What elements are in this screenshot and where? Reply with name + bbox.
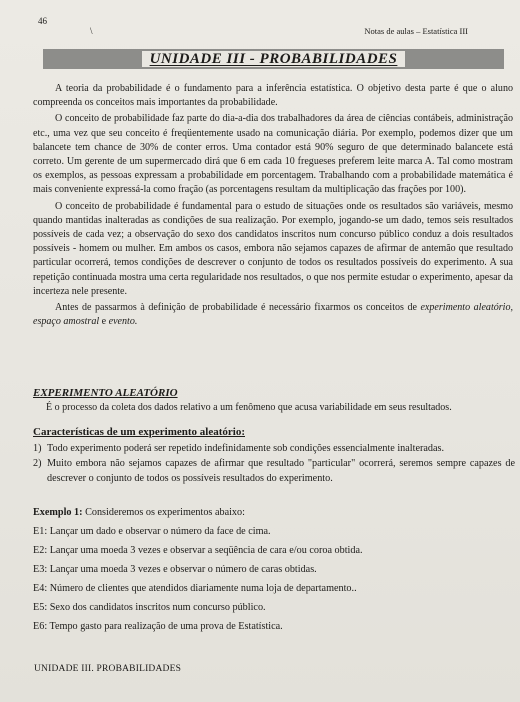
item-number: 2) <box>33 458 42 469</box>
paragraph-4-before: Antes de passarmos à definição de probabilidade é necessário fixarmos os conceitos de <box>55 302 421 314</box>
list-item <box>33 441 515 456</box>
example-item: E1: Lançar um dado e observar o número da face de cima. <box>33 526 271 537</box>
examples-section <box>33 503 513 636</box>
paragraph-4-term2: evento. <box>108 316 138 328</box>
example-item: E3: Lançar uma moeda 3 vezes e observar o número de caras obtidas. <box>33 564 317 575</box>
pen-mark: \ <box>90 26 93 36</box>
item-number: 1) <box>33 443 42 454</box>
example-title <box>33 503 513 522</box>
paragraph-2: O conceito de probabilidade faz parte do dia-a-dia dos trabalhadores da área de ciências contábeis, administração etc., uma vez que seu conceito é freqüentemente usado na comunicação diária. Por exemplo, podemos dizer que um balancete tem chance de 30% de conter erros. Uma contador está 90% seguro de que determinado balancete está correto. Um gerente de um supermercado dirá que 6 em cada 10 fregueses preferem leite marca A. Tal como mostram os exemplos, as pessoas expressam a probabilidade em porcentagem. Trabalhando com a probabilidade matemática é mais conveniente expressá-la como fração (as porcentagens resultam da multiplicação das frações por 100). <box>33 113 513 196</box>
experiment-definition: É o processo da coleta dos dados relativo a um fenômeno que acusa variabilidade em seus resultados. <box>46 402 452 413</box>
intro-text <box>33 82 513 329</box>
unit-title: UNIDADE III - PROBABILIDADES <box>142 51 406 67</box>
example-intro: Consideremos os experimentos abaixo: <box>82 507 245 518</box>
paragraph-1: A teoria da probabilidade é o fundamento para a inferência estatística. O objetivo desta parte é que o aluno compreenda os conceitos mais importantes da probabilidade. <box>33 83 513 109</box>
example-label: Exemplo 1: <box>33 507 83 518</box>
example-item: E6: Tempo gasto para realização de uma prova de Estatística. <box>33 621 283 632</box>
paragraph-4-term1: experimento aleatório, espaço amostral <box>33 302 513 328</box>
experiment-heading: EXPERIMENTO ALEATÓRIO <box>33 387 178 399</box>
paragraph-4-middle: e <box>99 316 109 328</box>
title-banner <box>43 49 504 69</box>
page-footer: UNIDADE III. PROBABILIDADES <box>34 664 182 674</box>
paragraph-3: O conceito de probabilidade é fundamental para o estudo de situações onde os resultados são variáveis, mesmo quando mantidas inalteradas as condições de sua realização. Por exemplo, jogando-se um dado, temos seis resultados possíveis de cada vez; a observação do sexo dos candidatos inscritos num concurso público conduz a dois resultados possíveis - homem ou mulher. Em ambos os casos, embora não sejamos capazes de afirmar de antemão que resultado particular ocorrerá, temos condições de descrever o conjunto de todos os resultados possíveis do experimento. A sua repetição continuada mostra uma certa regularidade nos resultados, o que nos permite estudar o experimento, apesar da incerteza nele presente. <box>33 200 513 297</box>
page-number: 46 <box>38 16 47 26</box>
list-item <box>33 456 515 486</box>
running-header: Notas de aulas – Estatística III <box>364 26 468 36</box>
example-item: E2: Lançar uma moeda 3 vezes e observar a seqüência de cara e/ou coroa obtida. <box>33 545 363 556</box>
characteristics-heading: Características de um experimento aleatório: <box>33 426 245 438</box>
paragraph-4 <box>33 301 513 329</box>
characteristics-list <box>33 441 515 486</box>
item-text: Muito embora não sejamos capazes de afirmar que resultado "particular" ocorrerá, seremos sempre capazes de descrever o conjunto de todos os possíveis resultados do experimento. <box>47 458 515 484</box>
example-item: E4: Número de clientes que atendidos diariamente numa loja de departamento.. <box>33 583 357 594</box>
example-item: E5: Sexo dos candidatos inscritos num concurso público. <box>33 602 266 613</box>
item-text: Todo experimento poderá ser repetido indefinidamente sob condições essencialmente inalteradas. <box>47 443 445 454</box>
